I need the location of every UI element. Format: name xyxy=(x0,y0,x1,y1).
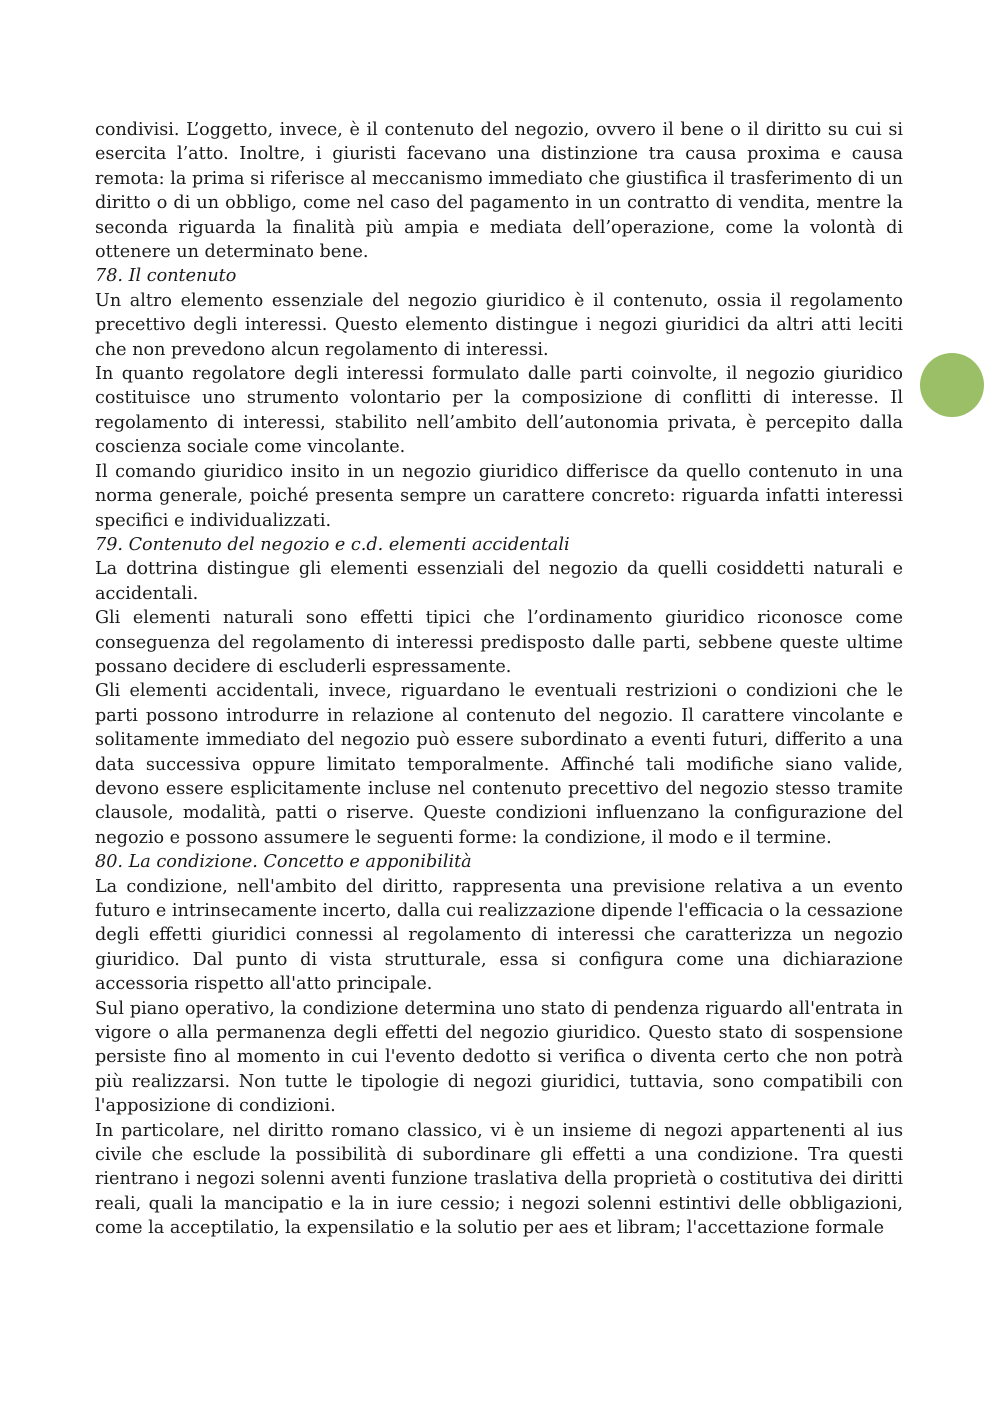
paragraph: Il comando giuridico insito in un negozio giuridico differisce da quello contenuto in una norma generale, poiché presenta sempre un carattere concreto: riguarda infatti interessi specifici e individualizzati. xyxy=(95,461,903,531)
paragraph: Gli elementi accidentali, invece, riguardano le eventuali restrizioni o condizioni che le parti possono introdurre in relazione al contenuto del negozio. Il carattere vincolante e solitamente immediato del negozio può essere subordinato a eventi futuri, differito a una data successiva oppure limitato temporalmente. Affinché tali modifiche siano valide, devono essere esplicitamente incluse nel contenuto precettivo del negozio stesso tramite clausole, modalità, patti o riserve. Queste condizioni influenzano la configurazione del negozio e possono assumere le seguenti forme: la condizione, il modo e il termine. xyxy=(95,681,903,848)
paragraph: La condizione, nell'ambito del diritto, rappresenta una previsione relativa a un evento futuro e intrinsecamente incerto, dalla cui realizzazione dipende l'efficacia o la cessazione degli effetti giuridici connessi al regolamento di interessi che caratterizza un negozio giuridico. Dal punto di vista strutturale, essa si configura come una dichiarazione accessoria rispetto all'atto principale. xyxy=(95,876,903,995)
document-body xyxy=(95,118,903,1241)
green-circle-marker xyxy=(920,353,984,417)
section-78 xyxy=(95,264,903,532)
section-heading: 79. Contenuto del negozio e c.d. elementi accidentali xyxy=(95,534,570,555)
intro-paragraph: condivisi. L’oggetto, invece, è il contenuto del negozio, ovvero il bene o il diritto su cui si esercita l’atto. Inoltre, i giuristi facevano una distinzione tra causa proxima e causa remota: la prima si riferisce al meccanismo immediato che giustifica il trasferimento di un diritto o di un obbligo, come nel caso del pagamento in un contratto di vendita, mentre la seconda riguarda la finalità più ampia e mediata dell’operazione, come la volontà di ottenere un determinato bene. xyxy=(95,120,903,263)
paragraph: Sul piano operativo, la condizione determina uno stato di pendenza riguardo all'entrata in vigore o alla permanenza degli effetti del negozio giuridico. Questo stato di sospensione persiste fino al momento in cui l'evento dedotto si verifica o diventa certo che non potrà più realizzarsi. Non tutte le tipologie di negozi giuridici, tuttavia, sono compatibili con l'apposizione di condizioni. xyxy=(95,998,903,1117)
paragraph: Gli elementi naturali sono effetti tipici che l’ordinamento giuridico riconosce come conseguenza del regolamento di interessi predisposto dalle parti, sebbene queste ultime possano decidere di escluderli espressamente. xyxy=(95,608,903,677)
paragraph: Un altro elemento essenziale del negozio giuridico è il contenuto, ossia il regolamento precettivo degli interessi. Questo elemento distingue i negozi giuridici da altri atti leciti che non prevedono alcun regolamento di interessi. xyxy=(95,290,903,360)
paragraph: In quanto regolatore degli interessi formulato dalle parti coinvolte, il negozio giuridico costituisce uno strumento volontario per la composizione di conflitti di interesse. Il regolamento di interessi, stabilito nell’ambito dell’autonomia privata, è percepito dalla coscienza sociale come vincolante. xyxy=(95,364,903,458)
section-79 xyxy=(95,533,903,850)
paragraph: La dottrina distingue gli elementi essenziali del negozio da quelli cosiddetti naturali e accidentali. xyxy=(95,559,903,604)
section-80 xyxy=(95,850,903,1241)
paragraph: In particolare, nel diritto romano classico, vi è un insieme di negozi appartenenti al ius civile che esclude la possibilità di subordinare gli effetti a una condizione. Tra questi rientrano i negozi solenni aventi funzione traslativa della proprietà o costitutiva dei diritti reali, quali la mancipatio e la in iure cessio; i negozi solenni estintivi delle obbligazioni, come la acceptilatio, la expensilatio e la solutio per aes et libram; l'accettazione formale xyxy=(95,1120,903,1239)
section-heading: 78. Il contenuto xyxy=(95,266,237,287)
section-heading: 80. La condizione. Concetto e apponibilità xyxy=(95,852,472,873)
